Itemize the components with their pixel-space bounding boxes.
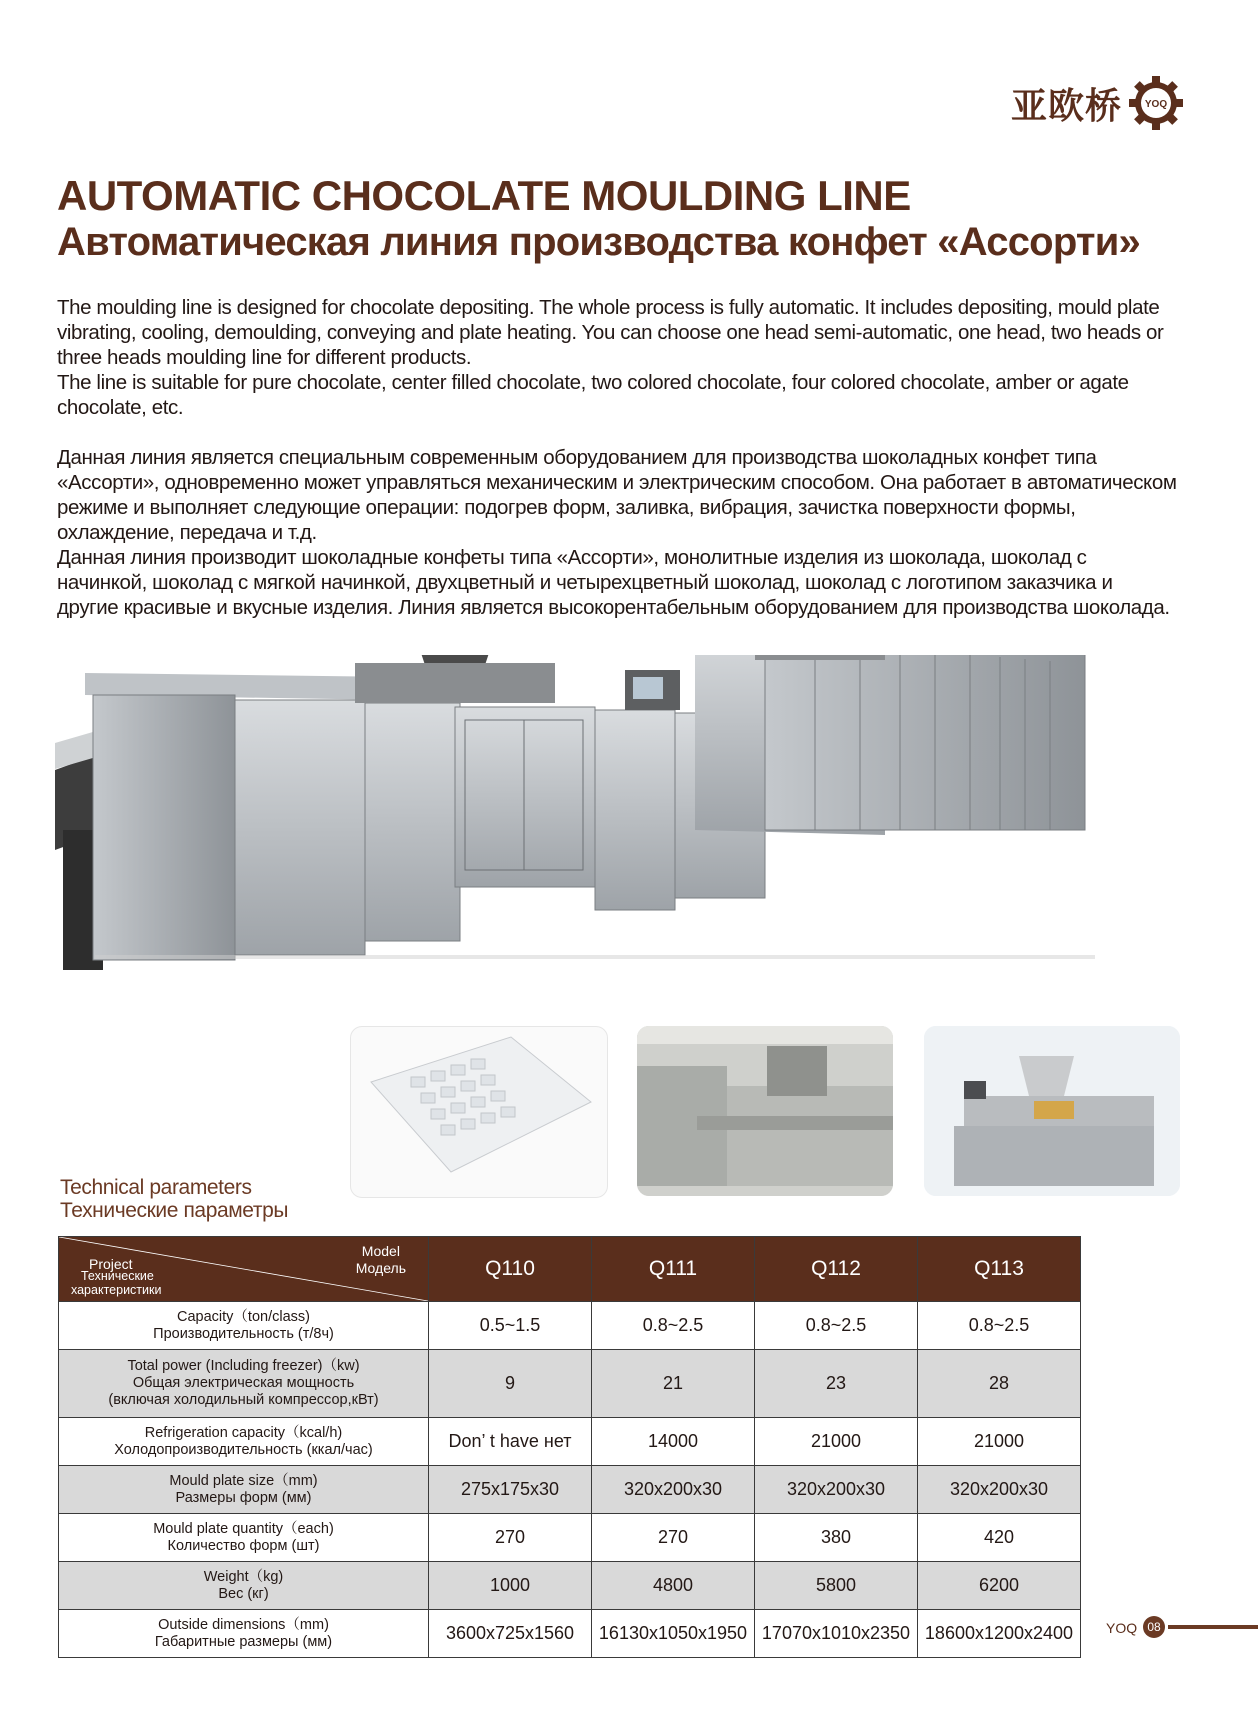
page-title-en: AUTOMATIC CHOCOLATE MOULDING LINE bbox=[57, 172, 911, 219]
table-cell: 0.5~1.5 bbox=[429, 1302, 592, 1350]
table-cell: 320x200x30 bbox=[918, 1466, 1081, 1514]
table-cell: 21000 bbox=[755, 1418, 918, 1466]
row-label-en: Mould plate size（mm) bbox=[169, 1472, 318, 1489]
table-cell: 6200 bbox=[918, 1562, 1081, 1610]
corner-project-ru-2: характеристики bbox=[71, 1283, 162, 1297]
corner-model-en: Model bbox=[361, 1243, 400, 1259]
table-cell: 3600x725x1560 bbox=[429, 1610, 592, 1658]
row-label bbox=[59, 1514, 429, 1562]
table-cell: 275x175x30 bbox=[429, 1466, 592, 1514]
table-cell: 18600x1200x2400 bbox=[918, 1610, 1081, 1658]
row-label-en: Weight（kg) bbox=[203, 1568, 284, 1585]
table-cell: 21000 bbox=[918, 1418, 1081, 1466]
row-label-ru-2: (включая холодильный компрессор,кВт) bbox=[108, 1392, 379, 1408]
depositor-closeup-photo bbox=[924, 1026, 1180, 1196]
row-label-en: Refrigeration capacity（kcal/h) bbox=[144, 1424, 343, 1441]
table-cell: 16130x1050x1950 bbox=[592, 1610, 755, 1658]
table-cell: 9 bbox=[429, 1350, 592, 1418]
table-row bbox=[59, 1418, 1081, 1466]
table-cell: 23 bbox=[755, 1350, 918, 1418]
table-cell: 21 bbox=[592, 1350, 755, 1418]
row-label-ru: Размеры форм (мм) bbox=[175, 1489, 312, 1506]
table-row bbox=[59, 1514, 1081, 1562]
footer-rule bbox=[1168, 1625, 1258, 1629]
corner-model-label bbox=[356, 1243, 406, 1277]
table-row bbox=[59, 1562, 1081, 1610]
model-header: Q111 bbox=[592, 1237, 755, 1302]
table-row bbox=[59, 1610, 1081, 1658]
page-title-ru: Автоматическая линия производства конфет «Ассорти» bbox=[57, 220, 1140, 264]
description-ru-paragraph: Данная линия является специальным современным оборудованием для производства шоколадных конфет типа «Ассорти», одновременно может управляться механическим и электрическим способом. Она работает в автоматическом режиме и выполняет следующие операции: подогрев форм, заливка, вибрация, зачистка поверхности формы, охлаждение, передача и т.д. bbox=[57, 446, 1177, 544]
table-cell: 270 bbox=[429, 1514, 592, 1562]
description-en-paragraph: The line is suitable for pure chocolate, center filled chocolate, two colored chocolate, four colored chocolate, amber or agate chocolate, etc. bbox=[57, 371, 1129, 419]
section-heading-ru: Технические параметры bbox=[60, 1199, 289, 1222]
table-row bbox=[59, 1302, 1081, 1350]
table-cell: 0.8~2.5 bbox=[592, 1302, 755, 1350]
table-cell: 0.8~2.5 bbox=[755, 1302, 918, 1350]
table-cell: 5800 bbox=[755, 1562, 918, 1610]
table-row bbox=[59, 1350, 1081, 1418]
brand-logo bbox=[1011, 75, 1184, 131]
table-header-row bbox=[59, 1237, 1081, 1302]
table-cell: 0.8~2.5 bbox=[918, 1302, 1081, 1350]
moulding-line-photo bbox=[55, 655, 1185, 1045]
table-cell: 320x200x30 bbox=[592, 1466, 755, 1514]
row-label bbox=[59, 1466, 429, 1514]
section-heading-en: Technical parameters bbox=[60, 1176, 252, 1199]
corner-project-ru-1: Технические bbox=[81, 1269, 154, 1283]
model-header: Q112 bbox=[755, 1237, 918, 1302]
table-cell: 17070x1010x2350 bbox=[755, 1610, 918, 1658]
model-header: Q113 bbox=[918, 1237, 1081, 1302]
table-corner-cell bbox=[59, 1237, 429, 1302]
table-cell: 320x200x30 bbox=[755, 1466, 918, 1514]
table-cell: 420 bbox=[918, 1514, 1081, 1562]
table-cell: 380 bbox=[755, 1514, 918, 1562]
row-label-ru: Общая электрическая мощность bbox=[132, 1375, 355, 1391]
corner-model-ru: Модель bbox=[355, 1260, 406, 1276]
table-cell: 28 bbox=[918, 1350, 1081, 1418]
gear-logo-icon bbox=[1128, 75, 1184, 131]
row-label-en: Mould plate quantity（each) bbox=[153, 1520, 334, 1537]
row-label-ru: Вес (кг) bbox=[218, 1585, 269, 1602]
row-label-ru: Габаритные размеры (мм) bbox=[154, 1633, 333, 1650]
table-cell: 270 bbox=[592, 1514, 755, 1562]
row-label bbox=[59, 1418, 429, 1466]
table-row bbox=[59, 1466, 1081, 1514]
row-label-ru: Холодопроизводительность (ккал/час) bbox=[114, 1441, 373, 1458]
footer-brand: YOQ bbox=[1106, 1620, 1138, 1636]
model-header: Q110 bbox=[429, 1237, 592, 1302]
page-number: 08 bbox=[1143, 1616, 1165, 1638]
row-label-en: Outside dimensions（mm) bbox=[158, 1616, 329, 1633]
row-label bbox=[59, 1610, 429, 1658]
row-label bbox=[59, 1562, 429, 1610]
row-label-ru: Количество форм (шт) bbox=[167, 1537, 320, 1554]
table-cell: Don’ t have нет bbox=[429, 1418, 592, 1466]
row-label bbox=[59, 1350, 429, 1418]
production-line-photo bbox=[637, 1026, 893, 1196]
row-label-en: Capacity（ton/class) bbox=[177, 1308, 310, 1325]
description-ru bbox=[57, 445, 1177, 620]
description-en-paragraph: The moulding line is designed for chocolate depositing. The whole process is fully automatic. It includes depositing, mould plate vibrating, cooling, demoulding, conveying and plate heating. You can choose one head semi-automatic, one head, two heads or three heads moulding line for different products. bbox=[57, 296, 1164, 369]
technical-parameters-table bbox=[58, 1236, 1081, 1658]
row-label-en: Total power (Including freezer)（kw) bbox=[127, 1358, 360, 1374]
table-cell: 4800 bbox=[592, 1562, 755, 1610]
mould-tray-photo bbox=[350, 1026, 608, 1198]
description-en bbox=[57, 295, 1177, 420]
table-cell: 1000 bbox=[429, 1562, 592, 1610]
logo-text: 亚欧桥 bbox=[1010, 85, 1122, 127]
logo-badge: YOQ bbox=[1144, 99, 1168, 110]
corner-project-en: Project bbox=[89, 1256, 133, 1272]
row-label bbox=[59, 1302, 429, 1350]
table-cell: 14000 bbox=[592, 1418, 755, 1466]
row-label-ru: Производительность (т/8ч) bbox=[153, 1325, 334, 1342]
description-ru-paragraph: Данная линия производит шоколадные конфеты типа «Ассорти», монолитные изделия из шоколада, шоколад с начинкой, шоколад с мягкой начинкой, двухцветный и четырехцветный шоколад, шоколад с логотипом заказчика и другие красивые и вкусные изделия. Линия является высокорентабельным оборудованием для производства шоколада. bbox=[57, 546, 1170, 619]
